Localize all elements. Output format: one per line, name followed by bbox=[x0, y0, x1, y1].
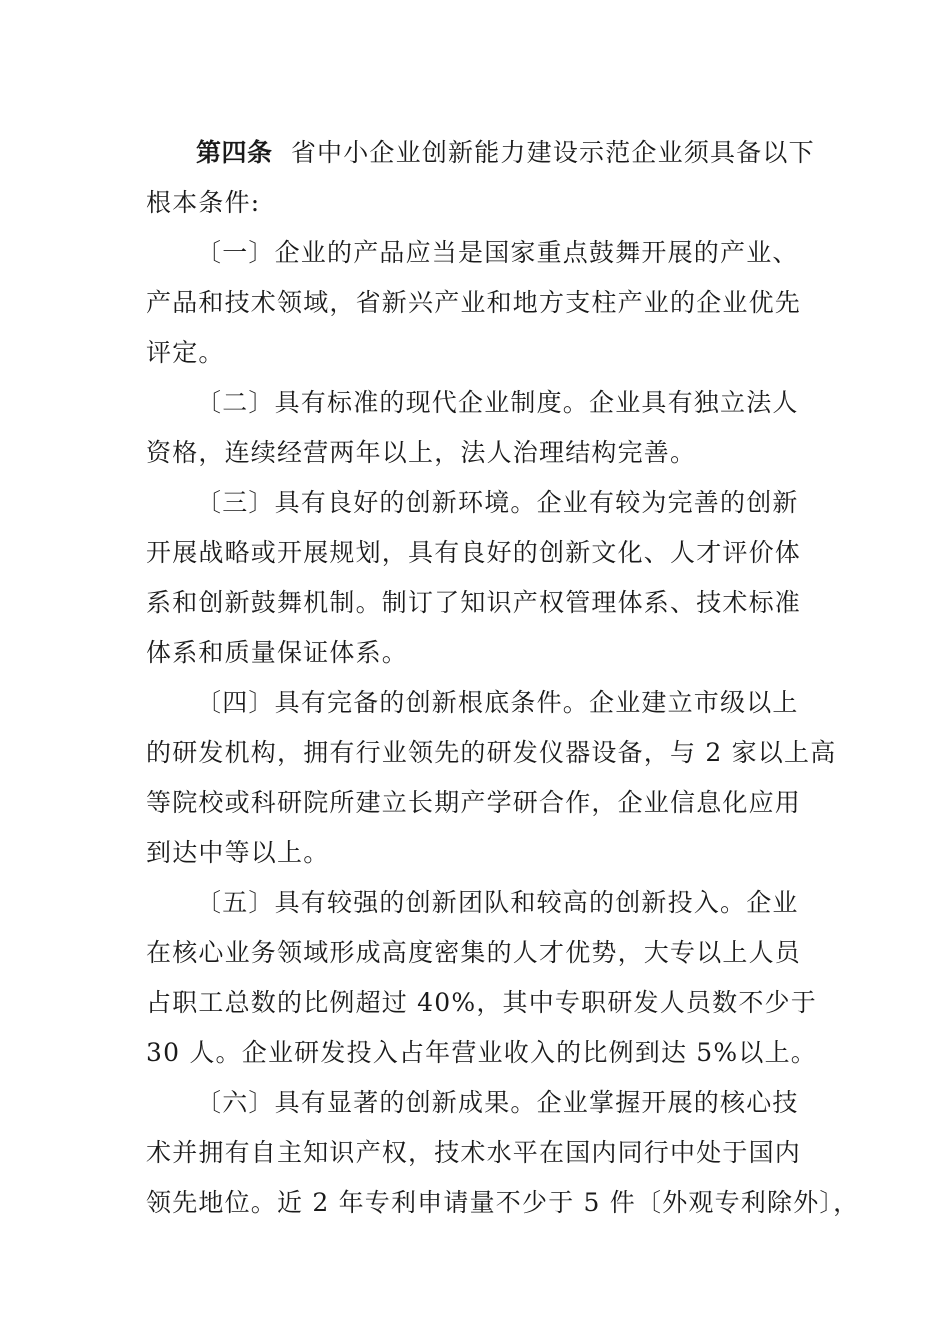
item-3 bbox=[146, 478, 814, 678]
item-1-line-1: 〔一〕企业的产品应当是国家重点鼓舞开展的产业、 bbox=[196, 238, 799, 267]
article-intro-text-1: 省中小企业创新能力建设示范企业须具备以下 bbox=[290, 138, 815, 167]
item-2-line-1: 〔二〕具有标准的现代企业制度。企业具有独立法人 bbox=[196, 388, 799, 417]
item-4-line-4: 到达中等以上。 bbox=[146, 838, 330, 867]
article-intro-text bbox=[273, 138, 291, 167]
item-1-line-2: 产品和技术领域，省新兴产业和地方支柱产业的企业优先 bbox=[146, 288, 802, 317]
article-heading: 第四条 bbox=[196, 138, 273, 167]
item-5-line-1: 〔五〕具有较强的创新团队和较高的创新投入。企业 bbox=[196, 888, 799, 917]
item-4 bbox=[146, 678, 837, 878]
item-4-line-3: 等院校或科研院所建立长期产学研合作，企业信息化应用 bbox=[146, 788, 802, 817]
article-four bbox=[146, 128, 814, 228]
article-intro-line-2: 根本条件: bbox=[146, 188, 261, 217]
item-3-line-4: 体系和质量保证体系。 bbox=[146, 638, 409, 667]
item-5-line-3: 占职工总数的比例超过 40%，其中专职研发人员数不少于 bbox=[146, 988, 817, 1017]
item-5 bbox=[146, 878, 817, 1078]
item-6-line-2: 术并拥有自主知识产权，技术水平在国内同行中处于国内 bbox=[146, 1138, 802, 1167]
item-2 bbox=[146, 378, 814, 478]
item-4-line-1: 〔四〕具有完备的创新根底条件。企业建立市级以上 bbox=[196, 688, 799, 717]
item-5-line-2: 在核心业务领域形成高度密集的人才优势，大专以上人员 bbox=[146, 938, 802, 967]
item-6-line-3: 领先地位。近 2 年专利申请量不少于 5 件〔外观专利除外〕， bbox=[146, 1188, 860, 1217]
item-3-line-3: 系和创新鼓舞机制。制订了知识产权管理体系、技术标准 bbox=[146, 588, 802, 617]
item-5-line-4: 30 人。企业研发投入占年营业收入的比例到达 5%以上。 bbox=[146, 1038, 817, 1067]
document-body bbox=[146, 128, 860, 1228]
item-2-line-2: 资格，连续经营两年以上，法人治理结构完善。 bbox=[146, 438, 697, 467]
item-1 bbox=[146, 228, 814, 378]
item-3-line-1: 〔三〕具有良好的创新环境。企业有较为完善的创新 bbox=[196, 488, 799, 517]
item-6 bbox=[146, 1078, 860, 1228]
item-1-line-3: 评定。 bbox=[146, 338, 225, 367]
item-4-line-2: 的研发机构，拥有行业领先的研发仪器设备，与 2 家以上高 bbox=[146, 738, 837, 767]
article-intro-line-1 bbox=[146, 128, 814, 178]
item-6-line-1: 〔六〕具有显著的创新成果。企业掌握开展的核心技 bbox=[196, 1088, 799, 1117]
item-3-line-2: 开展战略或开展规划，具有良好的创新文化、人才评价体 bbox=[146, 538, 802, 567]
